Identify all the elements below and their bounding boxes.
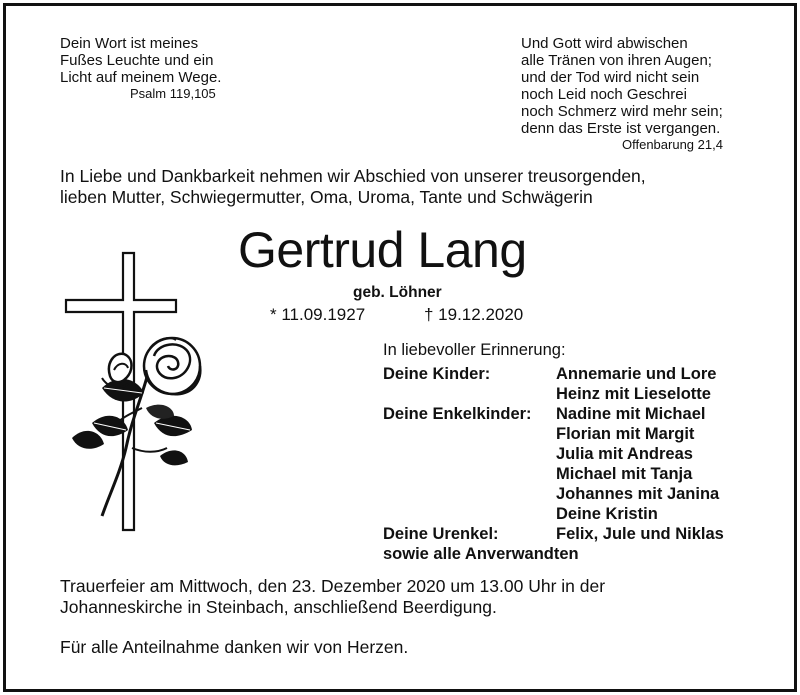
family-member: Nadine mit Michael [556,405,706,423]
verse-left [60,35,221,86]
family-member: Johannes mit Janina [556,485,720,503]
verse-right-line: und der Tod wird nicht sein [521,69,700,86]
verse-left-line: Fußes Leuchte und ein [60,52,214,69]
verse-right-line: noch Leid noch Geschrei [521,86,687,103]
family-member: Annemarie und Lore [556,365,717,383]
family-heading: In liebevoller Erinnerung: [383,341,566,359]
family-closing: sowie alle Anverwandten [383,545,579,563]
cross-with-rose-icon [62,248,232,538]
family-list [383,364,763,574]
verse-right-line: noch Schmerz wird mehr sein; [521,103,723,120]
family-group-label: Deine Enkelkinder: [383,405,532,423]
family-member: Florian mit Margit [556,425,695,443]
verse-right [521,35,723,137]
intro-line-2: lieben Mutter, Schwiegermutter, Oma, Uroma, Tante und Schwägerin [60,187,593,207]
family-group-label: Deine Urenkel: [383,525,499,543]
family-member: Felix, Jule und Niklas [556,525,724,543]
family-member: Michael mit Tanja [556,465,693,483]
thanks-line: Für alle Anteilnahme danken wir von Herzen. [60,637,409,657]
family-member: Deine Kristin [556,505,658,523]
verse-right-source: Offenbarung 21,4 [622,137,723,152]
intro-line-1: In Liebe und Dankbarkeit nehmen wir Abschied von unserer treusorgenden, [60,166,646,186]
funeral-line-2: Johanneskirche in Steinbach, anschließend Beerdigung. [60,597,497,617]
verse-left-source: Psalm 119,105 [130,86,216,101]
verse-right-line: alle Tränen von ihren Augen; [521,52,712,69]
maiden-name: geb. Löhner [353,284,442,301]
family-member: Heinz mit Lieselotte [556,385,711,403]
deceased-name: Gertrud Lang [238,222,527,278]
death-date: † 19.12.2020 [424,305,524,324]
verse-left-line: Licht auf meinem Wege. [60,69,222,86]
family-member: Julia mit Andreas [556,445,693,463]
verse-right-line: Und Gott wird abwischen [521,35,688,52]
family-group-label: Deine Kinder: [383,365,491,383]
funeral-line-1: Trauerfeier am Mittwoch, den 23. Dezember 2020 um 13.00 Uhr in der [60,576,606,596]
verse-right-line: denn das Erste ist vergangen. [521,120,721,137]
verse-left-line: Dein Wort ist meines [60,35,199,52]
birth-date: * 11.09.1927 [270,305,366,324]
